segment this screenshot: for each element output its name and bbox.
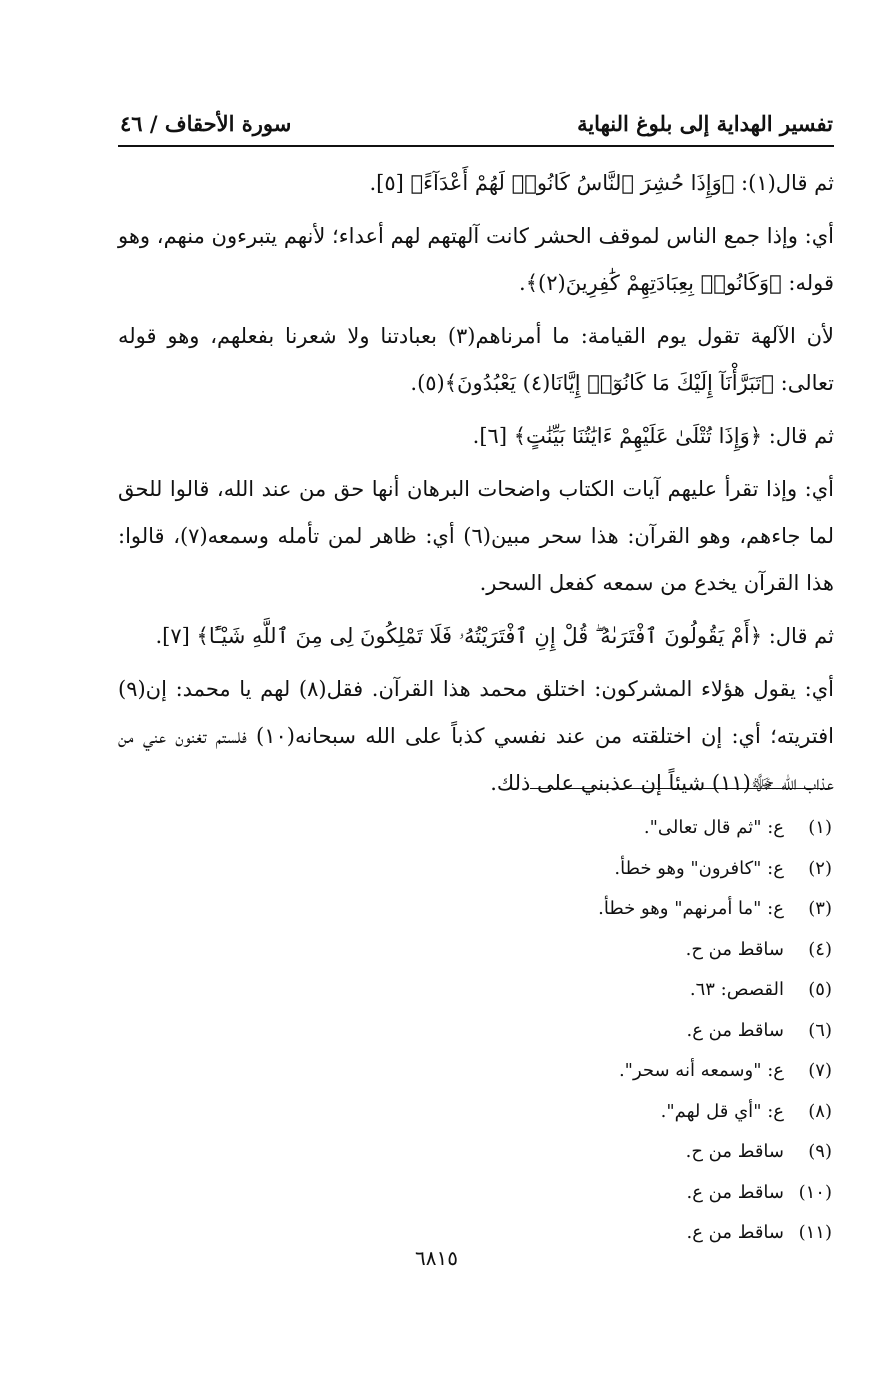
paragraph-verse-6: ثم قال: ﴿وَإِذَا تُتْلَىٰ عَلَيْهِمْ ءَايَٰتُنَا بَيِّنَٰتٍ﴾ [٦]. <box>472 424 834 448</box>
page-number: ٦٨١٥ <box>415 1246 458 1270</box>
footnote-number: (٤) <box>808 938 832 960</box>
footnote-item <box>300 1051 832 1092</box>
footnote-number: (١) <box>808 817 832 838</box>
footnote-text: ساقط من ح. <box>685 1141 784 1162</box>
running-header <box>120 100 833 136</box>
paragraph-verse-7: ثم قال: ﴿أَمْ يَقُولُونَ ٱفْتَرَىٰهُ ۖ قُلْ إِنِ ٱفْتَرَيْتُهُۥ فَلَا تَمْلِكُونَ لِى مِنَ ٱللَّهِ شَيْـًٔا﴾ [٧]. <box>155 624 834 648</box>
footnote-item <box>300 1092 832 1133</box>
footnote-text: القصص: ٦٣. <box>689 979 784 1000</box>
footnote-text: ع: "أي قل لهم". <box>660 1100 784 1122</box>
footnote-text: ع: "ثم قال تعالى". <box>643 817 784 838</box>
paragraph-commentary: أي: وإذا تقرأ عليهم آيات الكتاب واضحات البرهان أنها حق من عند الله، قالوا للحق لما جاءهم، وهو القرآن: هذا سحر مبين(٦) أي: ظاهر لمن تأمله وسمعه(٧)، قالوا: هذا القرآن يخدع من سمعه كفعل السحر. <box>118 477 834 595</box>
footnote-number: (٧) <box>808 1060 832 1081</box>
paragraph-commentary: أي: يقول هؤلاء المشركون: اختلق محمد هذا القرآن. فقل(٨) لهم يا محمد: إن(٩) افتريته؛ أي: إن اختلقته من عند نفسي كذباً على الله سبحانه(١٠) فلستم تغنون عني من عذاب الله ﷻ(١١) شيئاً إن عذبني على ذلك. <box>118 677 834 795</box>
footnote-item <box>300 1132 832 1173</box>
footnote-number: (٨) <box>808 1100 832 1122</box>
footnote-text: ساقط من ح. <box>685 938 784 960</box>
footnote-text: ع: "ما أمرنهم" وهو خطأ. <box>598 898 784 919</box>
footnote-text: ساقط من ع. <box>686 1181 784 1203</box>
footnote-number: (٣) <box>808 898 832 919</box>
footnote-item <box>300 1011 832 1052</box>
paragraph-commentary: لأن الآلهة تقول يوم القيامة: ما أمرناهم(٣) بعبادتنا ولا شعرنا بفعلهم، وهو قوله تعالى: ﴿تَبَرَّأْنَآ إِلَيْكَ مَا كَانُوٓا۟ إِيَّانَا(٤) يَعْبُدُونَ﴾(٥). <box>118 324 834 395</box>
footnote-item <box>300 970 832 1011</box>
paragraph-commentary: أي: وإذا جمع الناس لموقف الحشر كانت آلهتهم لهم أعداء؛ لأنهم يتبرءون منهم، وهو قوله: ﴿وَكَانُوا۟ بِعِبَادَتِهِمْ كَٰفِرِينَ(٢)﴾. <box>118 224 834 295</box>
paragraph-verse-5: ثم قال(١): ﴿وَإِذَا حُشِرَ ٱلنَّاسُ كَانُوا۟ لَهُمْ أَعْدَآءً﴾ [٥]. <box>369 171 834 195</box>
footnotes-list <box>300 808 832 1254</box>
footnote-item <box>300 849 832 890</box>
footnote-text: ساقط من ع. <box>686 1019 784 1041</box>
footnote-number: (١٠) <box>798 1181 832 1203</box>
footnote-item <box>300 1173 832 1214</box>
footnote-divider <box>530 788 832 789</box>
footnote-text: ع: "كافرون" وهو خطأ. <box>614 857 784 879</box>
footnote-item <box>300 808 832 849</box>
footnote-number: (٩) <box>808 1141 832 1162</box>
footnote-number: (٢) <box>808 857 832 879</box>
footnote-item <box>300 889 832 930</box>
footnote-number: (٥) <box>808 979 832 1000</box>
book-title: تفسير الهداية إلى بلوغ النهاية <box>577 111 833 136</box>
footnote-number: (٦) <box>808 1019 832 1041</box>
footnote-text: ع: "وسمعه أنه سحر". <box>618 1060 784 1081</box>
header-divider <box>118 145 834 147</box>
tafsir-body <box>118 160 834 813</box>
footnote-text: ساقط من ع. <box>686 1222 784 1243</box>
footnote-item <box>300 930 832 971</box>
footnote-number: (١١) <box>798 1222 832 1243</box>
surah-label: سورة الأحقاف / ٤٦ <box>120 111 292 136</box>
